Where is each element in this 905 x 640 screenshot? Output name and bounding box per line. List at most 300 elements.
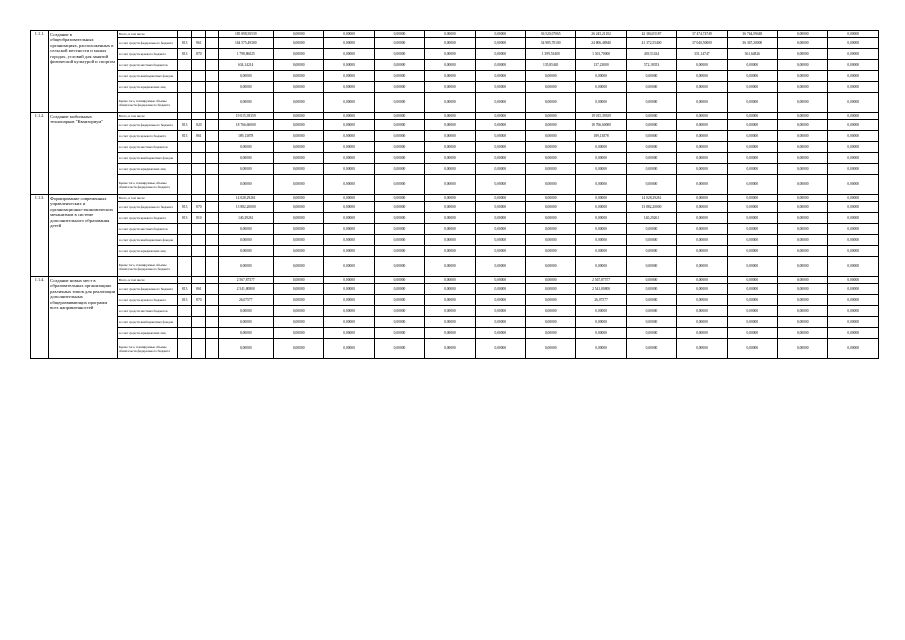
amount-cell: 0,00000 — [778, 71, 828, 82]
amount-cell: 0,00000 — [677, 142, 727, 153]
amount-cell: 0,00000 — [828, 224, 879, 235]
amount-cell: 0,00000 — [828, 306, 879, 317]
amount-cell: 140,29261 — [626, 213, 676, 224]
amount-cell: 0,00000 — [576, 195, 626, 202]
amount-cell: 0,00000 — [525, 131, 575, 142]
amount-cell: 0,00000 — [727, 213, 777, 224]
table-row — [31, 93, 879, 113]
document-page — [30, 30, 879, 359]
amount-cell: 0,00000 — [778, 175, 828, 195]
amount-cell: 37 474,74749 — [677, 31, 727, 38]
amount-cell: 0,00000 — [425, 295, 475, 306]
empty-cell — [206, 82, 218, 93]
empty-cell — [206, 328, 218, 339]
amount-cell: 0,00000 — [425, 153, 475, 164]
amount-cell: 0,00000 — [374, 328, 424, 339]
amount-cell: 0,00000 — [626, 153, 676, 164]
budget-class-code — [192, 306, 206, 317]
amount-cell: 34 985,70100 — [525, 38, 575, 49]
amount-cell: 0,00000 — [475, 175, 525, 195]
amount-cell: 0,00000 — [525, 175, 575, 195]
amount-cell: 0,00000 — [218, 82, 273, 93]
amount-cell: 0,00000 — [374, 257, 424, 277]
amount-cell: 0,00000 — [324, 142, 374, 153]
amount-cell: 0,00000 — [576, 93, 626, 113]
amount-cell: 0,00000 — [727, 257, 777, 277]
amount-cell: 0,00000 — [626, 317, 676, 328]
amount-cell: 0,00000 — [576, 246, 626, 257]
amount-cell: 2 541,80800 — [218, 284, 273, 295]
amount-cell: 0,00000 — [677, 93, 727, 113]
amount-cell: 0,00000 — [727, 175, 777, 195]
amount-cell: 0,00000 — [475, 113, 525, 120]
table-row — [31, 202, 879, 213]
amount-cell: 36 367,20000 — [727, 38, 777, 49]
table-row — [31, 213, 879, 224]
amount-cell: 14 028,29261 — [218, 195, 273, 202]
budget-class-code — [192, 257, 206, 277]
amount-cell: 0,00000 — [778, 328, 828, 339]
amount-cell: 0,00000 — [576, 213, 626, 224]
amount-cell: 0,00000 — [273, 306, 323, 317]
grbs-code — [178, 82, 192, 93]
amount-cell: 0,00000 — [425, 93, 475, 113]
amount-cell: 0,00000 — [374, 113, 424, 120]
amount-cell: 0,00000 — [576, 202, 626, 213]
amount-cell: 0,00000 — [475, 120, 525, 131]
amount-cell: 0,00000 — [374, 317, 424, 328]
amount-cell: 0,00000 — [374, 49, 424, 60]
amount-cell: 0,00000 — [475, 317, 525, 328]
amount-cell: 0,00000 — [475, 82, 525, 93]
amount-cell: 0,00000 — [324, 202, 374, 213]
amount-cell: 0,00000 — [727, 235, 777, 246]
amount-cell: 0,00000 — [374, 339, 424, 359]
amount-cell: 0,00000 — [778, 195, 828, 202]
amount-cell: 0,00000 — [273, 246, 323, 257]
amount-cell: 0,00000 — [727, 71, 777, 82]
amount-cell: 0,00000 — [374, 202, 424, 213]
amount-cell: 0,00000 — [626, 93, 676, 113]
grbs-code: 813 — [178, 120, 192, 131]
amount-cell: 0,00000 — [425, 82, 475, 93]
amount-cell: 0,00000 — [374, 142, 424, 153]
amount-cell: 0,00000 — [677, 113, 727, 120]
amount-cell: 0,00000 — [425, 235, 475, 246]
amount-cell: 0,00000 — [677, 246, 727, 257]
amount-cell: 0,00000 — [828, 82, 879, 93]
amount-cell: 0,00000 — [778, 120, 828, 131]
amount-cell: 0,00000 — [525, 235, 575, 246]
amount-cell: 0,00000 — [425, 213, 475, 224]
amount-cell: 0,00000 — [273, 71, 323, 82]
amount-cell: 0,00000 — [525, 142, 575, 153]
measure-name: Создание мобильных технопарков "Кванториум" — [49, 113, 118, 195]
amount-cell: 0,00000 — [778, 131, 828, 142]
table-row — [31, 71, 879, 82]
amount-cell: 0,00000 — [374, 224, 424, 235]
amount-cell: 0,00000 — [626, 131, 676, 142]
amount-cell: 0,00000 — [273, 202, 323, 213]
grbs-code: 813 — [178, 284, 192, 295]
funding-source: за счет средств местных бюджетов — [117, 60, 177, 71]
amount-cell: 0,00000 — [425, 164, 475, 175]
grbs-code — [178, 175, 192, 195]
empty-cell — [206, 295, 218, 306]
budget-class-code — [192, 235, 206, 246]
amount-cell: 0,00000 — [727, 164, 777, 175]
empty-cell — [206, 213, 218, 224]
empty-cell — [206, 142, 218, 153]
amount-cell: 0,00000 — [374, 235, 424, 246]
amount-cell: 0,00000 — [273, 113, 323, 120]
amount-cell: 0,00000 — [828, 49, 879, 60]
amount-cell: 0,00000 — [374, 71, 424, 82]
amount-cell: 0,00000 — [425, 224, 475, 235]
budget-class-code — [192, 277, 206, 284]
grbs-code: 813 — [178, 38, 192, 49]
amount-cell: 0,00000 — [576, 142, 626, 153]
grbs-code — [178, 142, 192, 153]
amount-cell: 0,00000 — [576, 224, 626, 235]
amount-cell: 0,00000 — [778, 60, 828, 71]
grbs-code — [178, 317, 192, 328]
amount-cell: 0,00000 — [475, 31, 525, 38]
amount-cell: 0,00000 — [425, 113, 475, 120]
amount-cell: 0,00000 — [677, 295, 727, 306]
amount-cell: 0,00000 — [828, 153, 879, 164]
grbs-code — [178, 224, 192, 235]
amount-cell: 0,00000 — [626, 142, 676, 153]
empty-cell — [206, 113, 218, 120]
amount-cell: 0,00000 — [677, 284, 727, 295]
amount-cell: 0,00000 — [828, 277, 879, 284]
amount-cell: 0,00000 — [626, 224, 676, 235]
amount-cell: 0,00000 — [778, 235, 828, 246]
amount-cell: 0,00000 — [425, 202, 475, 213]
amount-cell: 0,00000 — [778, 142, 828, 153]
amount-cell: 0,00000 — [218, 246, 273, 257]
amount-cell: 0,00000 — [525, 328, 575, 339]
grbs-code — [178, 235, 192, 246]
funding-source: за счет средств внебюджетных фондов — [117, 153, 177, 164]
amount-cell: 0,00000 — [273, 295, 323, 306]
amount-cell: 0,00000 — [727, 246, 777, 257]
amount-cell: 0,00000 — [727, 60, 777, 71]
budget-class-code — [192, 328, 206, 339]
budget-class-code — [192, 60, 206, 71]
amount-cell: 0,00000 — [374, 277, 424, 284]
amount-cell: 0,00000 — [677, 120, 727, 131]
funding-source: за счет средств юридических лиц — [117, 164, 177, 175]
grbs-code — [178, 113, 192, 120]
amount-cell: 0,00000 — [218, 257, 273, 277]
amount-cell: 19 015,39359 — [218, 113, 273, 120]
grbs-code — [178, 246, 192, 257]
budget-class-code — [192, 195, 206, 202]
amount-cell: 634,14214 — [218, 60, 273, 71]
amount-cell: 0,00000 — [778, 306, 828, 317]
amount-cell: 0,00000 — [218, 224, 273, 235]
budget-class-code: 810 — [192, 213, 206, 224]
amount-cell: 0,00000 — [727, 131, 777, 142]
amount-cell: 0,00000 — [425, 49, 475, 60]
amount-cell: 0,00000 — [218, 235, 273, 246]
amount-cell: 13 882,20000 — [626, 202, 676, 213]
amount-cell: 0,00000 — [626, 339, 676, 359]
amount-cell: 0,00000 — [475, 142, 525, 153]
amount-cell: 0,00000 — [273, 257, 323, 277]
amount-cell: 26 245,21102 — [576, 31, 626, 38]
grbs-code — [178, 153, 192, 164]
amount-cell: 0,00000 — [324, 277, 374, 284]
amount-cell: 0,00000 — [727, 202, 777, 213]
amount-cell: 0,00000 — [475, 195, 525, 202]
amount-cell: 0,00000 — [425, 284, 475, 295]
funding-source: Всего, в том числе — [117, 195, 177, 202]
amount-cell: 0,00000 — [525, 120, 575, 131]
amount-cell: 0,00000 — [374, 246, 424, 257]
amount-cell: 0,00000 — [828, 164, 879, 175]
amount-cell: 26,07577 — [576, 295, 626, 306]
funding-source: Всего, в том числе — [117, 31, 177, 38]
funding-source: за счет средств местных бюджетов — [117, 142, 177, 153]
amount-cell: 0,00000 — [273, 164, 323, 175]
amount-cell: 0,00000 — [273, 93, 323, 113]
table-row — [31, 277, 879, 284]
budget-class-code: 870 — [192, 295, 206, 306]
amount-cell: 0,00000 — [425, 60, 475, 71]
amount-cell: 0,00000 — [727, 82, 777, 93]
amount-cell: 0,00000 — [828, 60, 879, 71]
amount-cell: 0,00000 — [828, 213, 879, 224]
table-row — [31, 175, 879, 195]
table-row — [31, 195, 879, 202]
amount-cell: 0,00000 — [273, 142, 323, 153]
amount-cell: 0,00000 — [324, 120, 374, 131]
amount-cell: 0,00000 — [778, 277, 828, 284]
grbs-code — [178, 339, 192, 359]
amount-cell: 0,00000 — [727, 93, 777, 113]
budget-class-code: 861 — [192, 284, 206, 295]
amount-cell: 0,00000 — [778, 164, 828, 175]
empty-cell — [206, 246, 218, 257]
empty-cell — [206, 317, 218, 328]
amount-cell: 0,00000 — [828, 195, 879, 202]
amount-cell: 0,00000 — [727, 120, 777, 131]
amount-cell: 0,00000 — [525, 224, 575, 235]
amount-cell: 0,00000 — [475, 235, 525, 246]
budget-class-code — [192, 93, 206, 113]
amount-cell: 0,00000 — [778, 38, 828, 49]
amount-cell: 0,00000 — [475, 131, 525, 142]
amount-cell: 0,00000 — [576, 317, 626, 328]
funding-source: за счет средств краевого бюджета — [117, 213, 177, 224]
funding-source: Кроме того, планируемые объемы обязательств федерального бюджета — [117, 175, 177, 195]
amount-cell: 0,00000 — [525, 153, 575, 164]
budget-class-code: 820 — [192, 120, 206, 131]
budget-class-code — [192, 339, 206, 359]
amount-cell: 0,00000 — [374, 175, 424, 195]
amount-cell: 0,00000 — [525, 277, 575, 284]
amount-cell: 0,00000 — [525, 164, 575, 175]
amount-cell: 0,00000 — [425, 31, 475, 38]
amount-cell: 0,00000 — [374, 120, 424, 131]
amount-cell: 0,00000 — [778, 113, 828, 120]
amount-cell: 0,00000 — [677, 328, 727, 339]
amount-cell: 0,00000 — [475, 224, 525, 235]
table-row — [31, 164, 879, 175]
budget-class-code — [192, 142, 206, 153]
amount-cell: 0,00000 — [828, 120, 879, 131]
amount-cell: 0,00000 — [525, 113, 575, 120]
amount-cell: 0,00000 — [576, 82, 626, 93]
amount-cell: 1 798,86025 — [218, 49, 273, 60]
amount-cell: 0,00000 — [324, 164, 374, 175]
amount-cell: 0,00000 — [425, 257, 475, 277]
funding-source: за счет средств краевого бюджета — [117, 131, 177, 142]
funding-source: за счет средств федерального бюджета — [117, 38, 177, 49]
measure-code: 1.1.1. — [31, 31, 49, 113]
amount-cell: 0,00000 — [273, 131, 323, 142]
amount-cell: 0,00000 — [525, 195, 575, 202]
table-row — [31, 82, 879, 93]
amount-cell: 0,00000 — [273, 49, 323, 60]
funding-source: за счет средств федерального бюджета — [117, 120, 177, 131]
amount-cell: 0,00000 — [626, 277, 676, 284]
amount-cell: 135,85465 — [525, 60, 575, 71]
measure-name: Формирование современных управленческих и организационно-экономических механизмов в системе дополнительного образования детей — [49, 195, 118, 277]
amount-cell: 0,00000 — [218, 71, 273, 82]
amount-cell: 0,00000 — [677, 60, 727, 71]
amount-cell: 0,00000 — [525, 295, 575, 306]
amount-cell: 0,00000 — [324, 71, 374, 82]
amount-cell: 36 520,07065 — [525, 31, 575, 38]
amount-cell: 0,00000 — [425, 246, 475, 257]
amount-cell: 0,00000 — [218, 93, 273, 113]
amount-cell: 14 028,29261 — [626, 195, 676, 202]
amount-cell: 0,00000 — [828, 235, 879, 246]
amount-cell: 0,00000 — [324, 328, 374, 339]
table-row — [31, 49, 879, 60]
funding-source: за счет средств юридических лиц — [117, 328, 177, 339]
amount-cell: 0,00000 — [218, 339, 273, 359]
amount-cell: 0,00000 — [374, 164, 424, 175]
amount-cell: 0,00000 — [727, 317, 777, 328]
amount-cell: 0,00000 — [475, 153, 525, 164]
amount-cell: 0,00000 — [374, 295, 424, 306]
amount-cell: 0,00000 — [727, 295, 777, 306]
amount-cell: 439,51434 — [626, 49, 676, 60]
budget-class-code — [192, 224, 206, 235]
amount-cell: 0,00000 — [273, 31, 323, 38]
amount-cell: 0,00000 — [626, 164, 676, 175]
budget-class-code: 861 — [192, 38, 206, 49]
empty-cell — [206, 31, 218, 38]
amount-cell: 0,00000 — [425, 328, 475, 339]
amount-cell: 0,00000 — [273, 38, 323, 49]
amount-cell: 0,00000 — [425, 120, 475, 131]
amount-cell: 0,00000 — [218, 153, 273, 164]
amount-cell: 361,64826 — [727, 49, 777, 60]
empty-cell — [206, 284, 218, 295]
amount-cell: 19 015,39359 — [576, 113, 626, 120]
amount-cell: 0,00000 — [273, 195, 323, 202]
amount-cell: 0,00000 — [273, 235, 323, 246]
amount-cell: 41 372,55400 — [626, 38, 676, 49]
empty-cell — [206, 60, 218, 71]
table-row — [31, 142, 879, 153]
amount-cell: 0,00000 — [374, 93, 424, 113]
amount-cell: 0,00000 — [374, 195, 424, 202]
amount-cell: 0,00000 — [425, 175, 475, 195]
amount-cell: 0,00000 — [218, 164, 273, 175]
amount-cell: 0,00000 — [374, 60, 424, 71]
amount-cell: 0,00000 — [273, 82, 323, 93]
amount-cell: 0,00000 — [778, 246, 828, 257]
amount-cell: 0,00000 — [677, 71, 727, 82]
amount-cell: 0,00000 — [778, 93, 828, 113]
table-row — [31, 257, 879, 277]
amount-cell: 0,00000 — [425, 339, 475, 359]
grbs-code: 813 — [178, 202, 192, 213]
budget-class-code — [192, 71, 206, 82]
amount-cell: 1 399,53400 — [525, 49, 575, 60]
amount-cell: 0,00000 — [324, 224, 374, 235]
funding-source: за счет средств федерального бюджета — [117, 284, 177, 295]
funding-source: за счет средств краевого бюджета — [117, 295, 177, 306]
amount-cell: 0,00000 — [525, 71, 575, 82]
amount-cell: 0,00000 — [778, 295, 828, 306]
measure-code: 1.1.4. — [31, 277, 49, 359]
amount-cell: 24 806,48840 — [576, 38, 626, 49]
amount-cell: 0,00000 — [828, 142, 879, 153]
amount-cell: 0,00000 — [828, 93, 879, 113]
amount-cell: 140,29261 — [218, 213, 273, 224]
empty-cell — [206, 224, 218, 235]
amount-cell: 1 301,70000 — [576, 49, 626, 60]
funding-source: Всего, в том числе — [117, 277, 177, 284]
grbs-code: 813 — [178, 295, 192, 306]
budget-class-code: 861 — [192, 131, 206, 142]
amount-cell: 0,00000 — [475, 213, 525, 224]
amount-cell: 0,00000 — [626, 306, 676, 317]
amount-cell: 137,23000 — [576, 60, 626, 71]
empty-cell — [206, 257, 218, 277]
table-row — [31, 295, 879, 306]
amount-cell: 0,00000 — [324, 175, 374, 195]
amount-cell: 0,00000 — [677, 175, 727, 195]
grbs-code — [178, 31, 192, 38]
amount-cell: 0,00000 — [324, 213, 374, 224]
amount-cell: 0,00000 — [525, 82, 575, 93]
budget-class-code — [192, 153, 206, 164]
amount-cell: 0,00000 — [778, 49, 828, 60]
amount-cell: 0,00000 — [525, 202, 575, 213]
budget-class-code — [192, 113, 206, 120]
amount-cell: 0,00000 — [576, 175, 626, 195]
funding-source: за счет средств местных бюджетов — [117, 306, 177, 317]
amount-cell: 0,00000 — [778, 339, 828, 359]
amount-cell: 0,00000 — [425, 131, 475, 142]
budget-table — [30, 30, 879, 359]
amount-cell: 0,00000 — [576, 328, 626, 339]
amount-cell: 0,00000 — [677, 339, 727, 359]
amount-cell: 18 766,60000 — [576, 120, 626, 131]
table-row — [31, 120, 879, 131]
amount-cell: 0,00000 — [425, 38, 475, 49]
amount-cell: 0,00000 — [727, 142, 777, 153]
